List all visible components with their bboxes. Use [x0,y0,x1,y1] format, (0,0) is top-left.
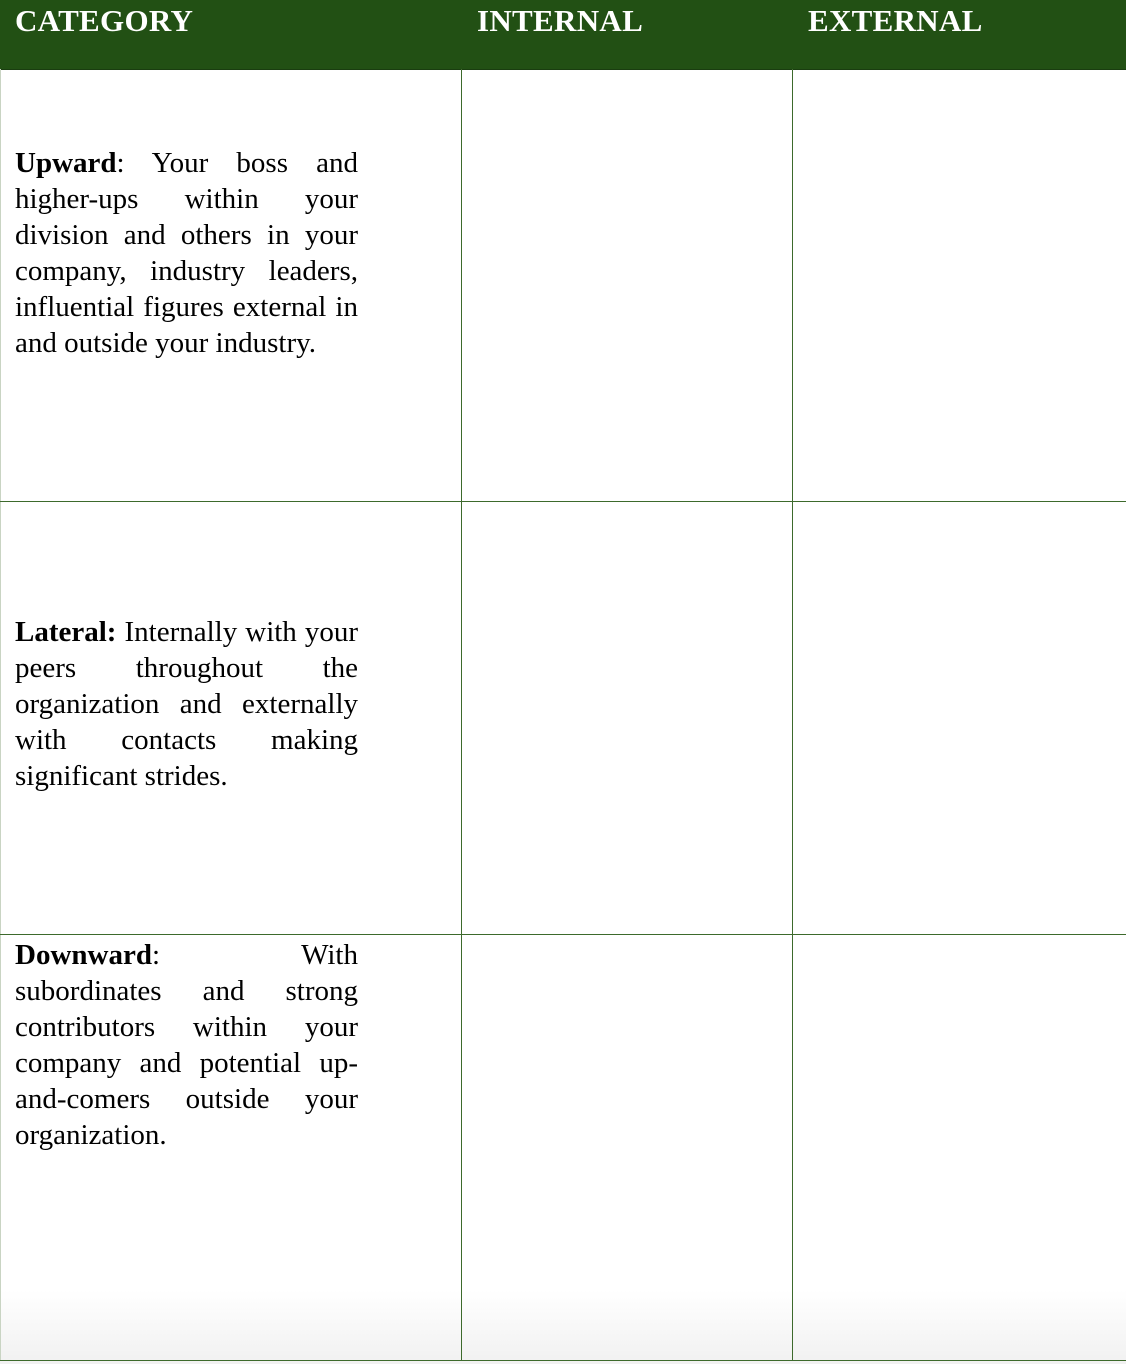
category-description-upward: Your boss and higher-ups within your division and others in your company, industry leaders, influential figures external in and outside your industry. [15,147,358,359]
header-internal: INTERNAL [477,3,644,38]
header-external: EXTERNAL [808,3,983,38]
category-cell-lateral [15,614,358,794]
category-term-downward: Downward [15,939,152,971]
table-left-border [0,69,1,1361]
category-term-upward: Upward [15,147,117,179]
table-header-row [0,0,1126,70]
internal-cell-downward[interactable] [462,935,792,1360]
category-cell-upward [15,145,358,361]
external-cell-downward[interactable] [793,935,1126,1360]
category-description-lateral: Internally with your peers throughout the organization and externally with contacts making significant strides. [15,616,358,792]
category-separator-upward: : [116,147,125,179]
category-term-lateral: Lateral: [15,616,117,648]
header-category: CATEGORY [15,3,194,38]
external-cell-lateral[interactable] [793,502,1126,934]
internal-cell-lateral[interactable] [462,502,792,934]
row-divider-3 [0,1360,1126,1361]
internal-cell-upward[interactable] [462,70,792,501]
category-cell-downward [15,937,358,1153]
category-description-downward: With subordinates and strong contributors within your company and potential up-and-comers outside your organization. [15,939,358,1151]
category-separator-downward: : [151,939,161,971]
external-cell-upward[interactable] [793,70,1126,501]
